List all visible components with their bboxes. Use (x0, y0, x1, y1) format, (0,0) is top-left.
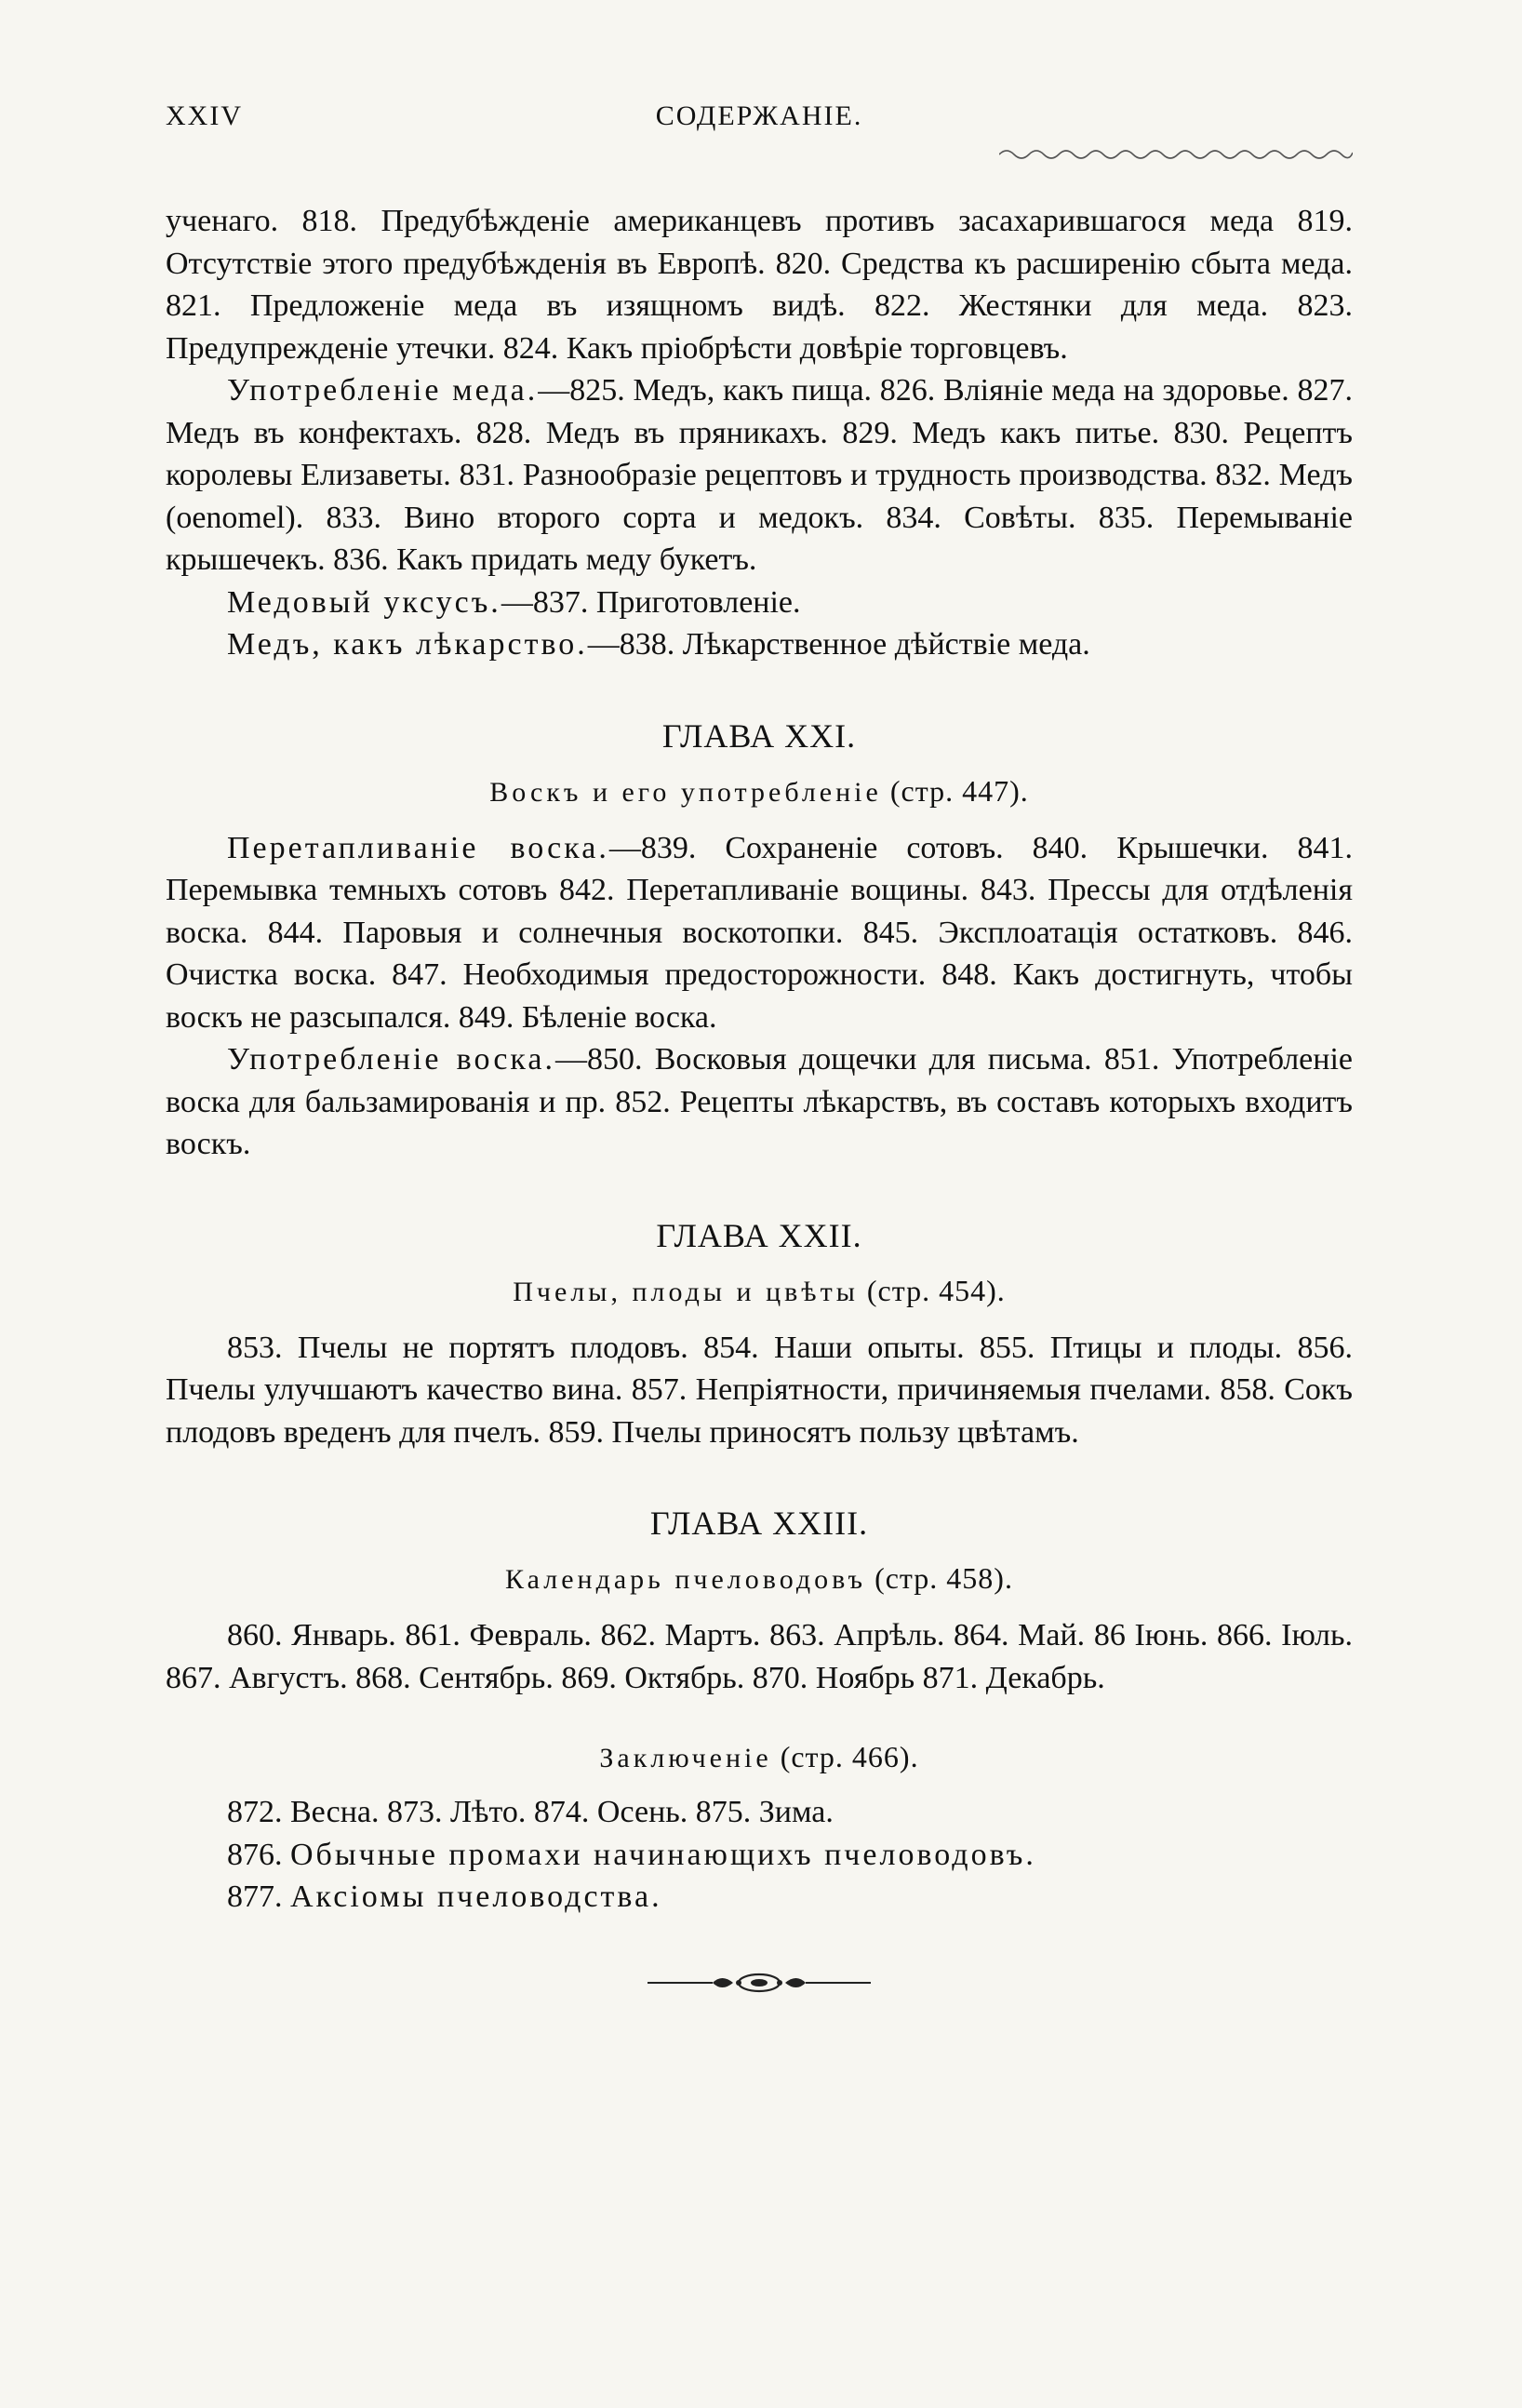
running-head (166, 100, 1353, 138)
topic-text: —850. Восковыя дощечки для письма. 851. Употребленіе воска для бальзамированія и пр. 852. Рецепты лѣкарствъ, въ составъ которыхъ входитъ воскъ. (166, 1042, 1353, 1161)
page-number: XXIV (166, 100, 243, 131)
topic-text: —837. Приготовленіе. (501, 584, 801, 620)
chapter-page-ref: (стр. 458). (866, 1561, 1013, 1595)
contents-paragraph (166, 582, 1353, 624)
contents-line (166, 1834, 1353, 1877)
chapter-title: ГЛАВА XXII. (656, 1216, 862, 1254)
topic-text: —825. Медъ, какъ пища. 826. Вліяніе меда на здоровье. 827. Медъ въ конфектахъ. 828. Медъ въ пряникахъ. 829. Медъ какъ питье. 830. Рецептъ королевы Елизаветы. 831. Разнообразіе рецептовъ и трудность производства. 832. Медъ (oenomel). 833. Вино второго сорта и медокъ. 834. Совѣты. 835. Перемываніе крышечекъ. 836. Какъ придать меду букетъ. (166, 373, 1353, 577)
contents-paragraph (166, 827, 1353, 1039)
chapter-subtitle-text: Пчелы, плоды и цвѣты (513, 1276, 859, 1307)
chapter-subtitle (166, 774, 1353, 809)
contents-paragraph (166, 1038, 1353, 1166)
contents-paragraph (166, 623, 1353, 666)
conclusion-page-ref: (стр. 466). (771, 1740, 919, 1773)
topic-heading: Перетапливаніе воска. (227, 830, 609, 865)
item-number: 877. (227, 1880, 290, 1914)
contents-paragraph: 853. Пчелы не портятъ плодовъ. 854. Наши опыты. 855. Птицы и плоды. 856. Пчелы улучшаютъ качество вина. 857. Непріятности, причиняемыя пчелами. 858. Сокъ плодовъ вреденъ для пчелъ. 859. Пчелы приносятъ пользу цвѣтамъ. (166, 1330, 1353, 1450)
wavy-rule-ornament (999, 145, 1353, 162)
contents-line: 872. Весна. 873. Лѣто. 874. Осень. 875. Зима. (227, 1795, 834, 1829)
conclusion-subtitle (166, 1740, 1353, 1774)
topic-heading: Медовый уксусъ. (227, 584, 501, 620)
chapter-title: ГЛАВА XXIII. (649, 1505, 869, 1542)
running-title: СОДЕРЖАНІЕ. (655, 100, 863, 131)
chapter-subtitle-text: Воскъ и его употребленіе (489, 776, 882, 808)
contents-paragraph: 860. Январь. 861. Февраль. 862. Мартъ. 863. Апрѣль. 864. Май. 86 Іюнь. 866. Іюль. 867. Августъ. 868. Сентябрь. 869. Октябрь. 870. Ноябрь 871. Декабрь. (166, 1618, 1353, 1695)
topic-heading: Медъ, какъ лѣкарство. (227, 627, 588, 662)
contents-paragraph: ученаго. 818. Предубѣжденіе американцевъ противъ засахарившагося меда 819. Отсутствіе этого предубѣжденія въ Европѣ. 820. Средства къ расширенію сбыта меда. 821. Предложеніе меда въ изящномъ видѣ. 822. Жестянки для меда. 823. Предупрежденіе утечки. 824. Какъ пріобрѣсти довѣріе торговцевъ. (166, 204, 1353, 366)
chapter-page-ref: (стр. 447). (881, 773, 1029, 808)
chapter-page-ref: (стр. 454). (858, 1273, 1006, 1307)
item-text: Обычные промахи начинающихъ пчеловодовъ. (290, 1837, 1036, 1872)
conclusion-subtitle-text: Заключеніе (599, 1743, 772, 1773)
chapter-subtitle (166, 1274, 1353, 1308)
topic-text: —838. Лѣкарственное дѣйствіе меда. (587, 627, 1090, 662)
chapter-subtitle-text: Календарь пчеловодовъ (505, 1564, 867, 1595)
chapter-subtitle (166, 1561, 1353, 1596)
topic-heading: Употребленіе меда. (227, 373, 539, 408)
contents-body (166, 200, 1353, 1997)
topic-text: —839. Сохраненіе сотовъ. 840. Крышечки. 841. Перемывка темныхъ сотовъ 842. Перетапливаніе вощины. 843. Прессы для отдѣленія воска. 844. Паровыя и солнечныя воскотопки. 845. Эксплоатація остатковъ. 846. Очистка воска. 847. Необходимыя предосторожности. 848. Какъ достигнуть, чтобы воскъ не разсыпался. 849. Бѣленіе воска. (166, 830, 1353, 1035)
contents-paragraph (166, 369, 1353, 582)
item-text: Аксіомы пчеловодства. (290, 1880, 662, 1914)
chapter-title: ГЛАВА XXI. (661, 716, 857, 755)
tailpiece-ornament (648, 1969, 871, 1997)
topic-heading: Употребленіе воска. (227, 1042, 556, 1077)
item-number: 876. (227, 1837, 290, 1872)
contents-line (166, 1876, 1353, 1919)
